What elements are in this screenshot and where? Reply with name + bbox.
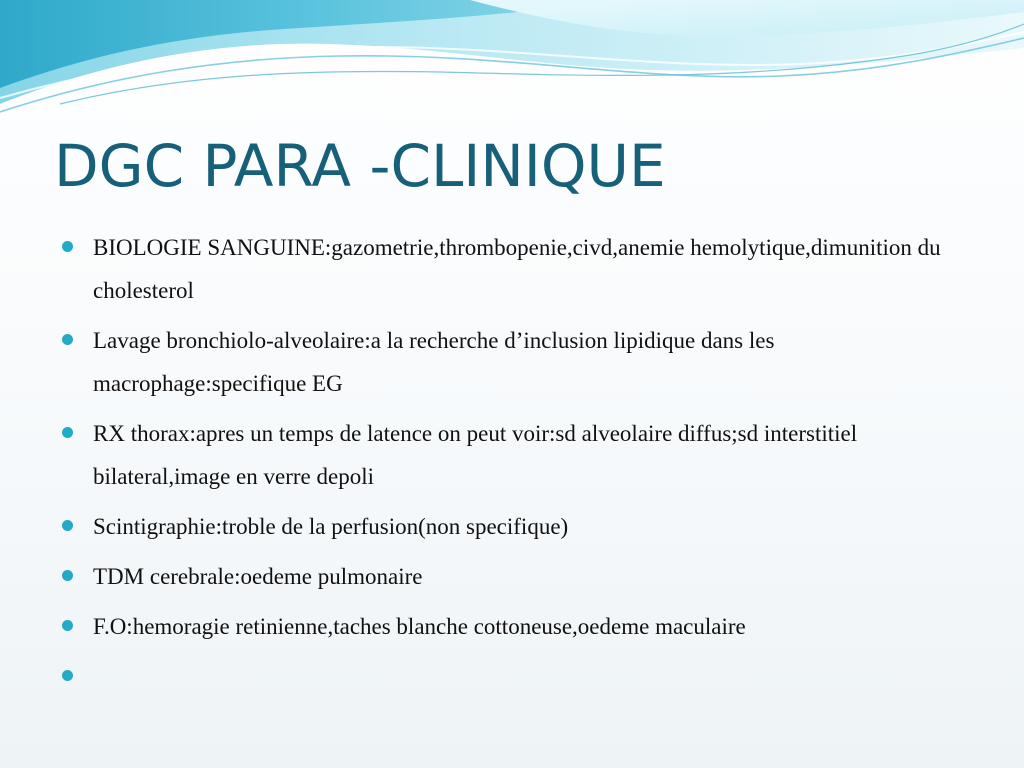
bullet-icon xyxy=(62,570,73,581)
bullet-text: RX thorax:apres un temps de latence on peut voir:sd alveolaire diffus;sd interstitiel bilateral,image en verre depoli xyxy=(93,421,858,489)
bullet-icon xyxy=(62,620,73,631)
empty-bullet-item xyxy=(62,655,962,698)
bullet-text: Lavage bronchiolo-alveolaire:a la recherche d’inclusion lipidique dans les macrophage:specifique EG xyxy=(93,328,775,396)
bullet-icon xyxy=(62,334,73,345)
bullet-icon xyxy=(62,241,73,252)
bullet-list xyxy=(62,226,962,705)
bullet-text: TDM cerebrale:oedeme pulmonaire xyxy=(93,564,423,589)
bullet-item xyxy=(62,319,962,405)
slide-title: DGC PARA -CLINIQUE xyxy=(54,132,666,200)
bullet-icon xyxy=(62,427,73,438)
bullet-item xyxy=(62,605,962,648)
bullet-item xyxy=(62,555,962,598)
bullet-item xyxy=(62,412,962,498)
bullet-item xyxy=(62,505,962,548)
bullet-item xyxy=(62,226,962,312)
bullet-icon xyxy=(62,520,73,531)
header-wave-decoration xyxy=(0,0,1024,130)
bullet-text: BIOLOGIE SANGUINE:gazometrie,thrombopenie,civd,anemie hemolytique,dimunition du cholesterol xyxy=(93,235,941,303)
bullet-text: F.O:hemoragie retinienne,taches blanche cottoneuse,oedeme maculaire xyxy=(93,614,746,639)
bullet-text: Scintigraphie:troble de la perfusion(non specifique) xyxy=(93,514,569,539)
bullet-icon xyxy=(62,670,73,681)
